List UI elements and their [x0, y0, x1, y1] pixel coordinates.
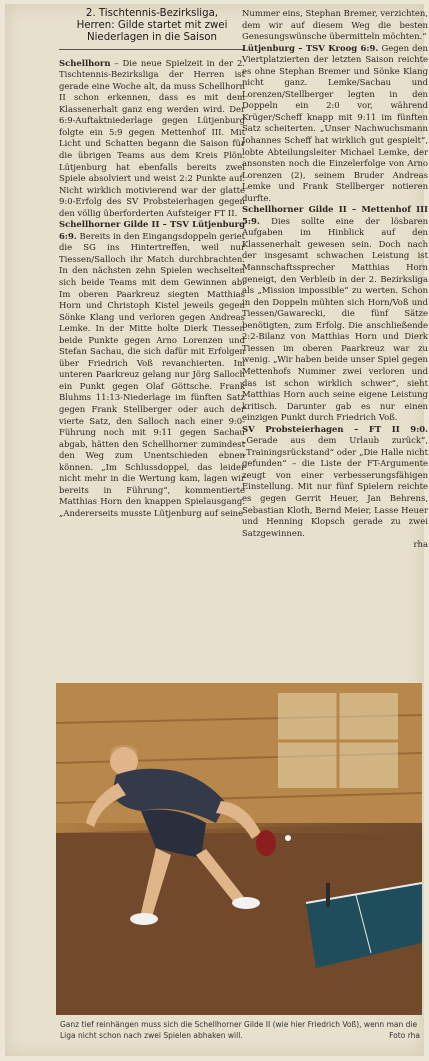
right-column: [242, 8, 428, 551]
headline-line-3: Niederlagen in die Saison: [86, 32, 217, 44]
photo-credit: Foto rha: [389, 1030, 420, 1040]
article-headline: [59, 8, 245, 50]
paragraph: [242, 204, 428, 423]
paragraph-text: Dies sollte eine der lösbaren Aufgaben im Hinblick auf den Klassenerhalt gewesen sein. Doch nach der insgesamt schwachen Leistung ist Mannschaftssprecher Matthias Horn geneigt, den Verbleib in der 2. Bezirksliga als „Mission impossible“ zu werten. Schon in den Doppeln mühten sich Horn/Voß und Tiessen/Gawarecki, die fünf Sätze benötigten, zum Erfolg. Die anschließende 2:2-Bilanz von Matthias Horn und Dierk Tiessen im oberen Paarkreuz war zu wenig. „Wir haben beide unser Spiel gegen Mettenhofs Nummer zwei verloren und das ist schon wirklich schwer“, sieht Matthias Horn auch seine eigene Leistung kritisch. Darunter gab es nur einen einzigen Punkt durch Friedrich Voß.: [242, 215, 428, 423]
paragraph: [59, 58, 245, 220]
paragraph-lead: SV Probsteierhagen – FT II 9:0.: [242, 423, 428, 434]
paragraph-lead: Schellhorner Gilde II – Mettenhof III 5:9.: [242, 204, 428, 226]
table-tennis-photo: [56, 683, 422, 1015]
left-column: [59, 8, 245, 519]
ball: [285, 835, 291, 841]
author-initials-text: rha: [413, 539, 428, 550]
author-initials: [242, 539, 428, 551]
paragraph: [242, 43, 428, 205]
paragraph: [59, 219, 245, 519]
paragraph-lead: Schellhorn: [59, 57, 111, 68]
paragraph-lead: Lütjenburg – TSV Kroog 6:9.: [242, 42, 379, 53]
headline-line-2: Herren: Gilde startet mit zwei: [76, 20, 228, 32]
paragraph-lead: Schellhorner Gilde II – TSV Lütjenburg 6:9.: [59, 219, 245, 241]
photo-caption: [60, 1020, 420, 1041]
paragraph-text: Gegen den Viertplatzierten der letzten Saison reichte es ohne Stephan Bremer und Sönke Klang nicht ganz. Lemke/Sachau und Lorenzen/Stellberger legten in den Doppeln ein 2:0 vor, während Krüger/Scheff knapp mit 9:11 im fünften Satz scheiterten. „Unser Nachwuchsmann Johannes Scheff hat wirklich gut gespielt“, lobte Abteilungsleiter Michael Lemke, der ansonsten noch die Einzelerfolge von Arno Lorenzen (2), seinem Bruder Andreas Lemke und Frank Stellberger notieren durfte.: [242, 42, 428, 203]
paragraph-text: Nummer eins, Stephan Bremer, verzichten, dem wir auf diesem Weg die besten Genesungswünsche übermitteln möchten.“: [242, 8, 428, 42]
paragraph: [242, 8, 428, 43]
paragraph-text: – Die neue Spielzeit in der 2. Tischtennis-Bezirksliga der Herren ist gerade eine Woche alt, da muss Schellhorn II schon erkennen, dass es mit dem Klassenerhalt ganz eng werden wird. Der 6:9-Auftaktniederlage gegen Lütjenburg folgte ein 5:9 gegen Mettenhof III. Mit Licht und Schatten begann die Saison für die übrigen Teams aus dem Kreis Plön. Lütjenburg hat ebenfalls bereits zwei Spiele absolviert und weist 2:2 Punkte auf. Nicht wirklich motivierend war der glatte 9:0-Erfolg des SV Probsteierhagen gegen den völlig überforderten Aufsteiger FT II.: [59, 57, 245, 218]
paragraph-text: Bereits in den Eingangsdoppeln geriet die SG ins Hintertreffen, weil nur Tiessen/Salloch ihr Match durchbrachten. In den nächsten zehn Spielen wechselten sich beide Teams mit dem Gewinnen ab: Im oberen Paarkreuz siegten Matthias Horn und Christoph Kistel jeweils gegen Sönke Klang und verloren gegen Andreas Lemke. In der Mitte holte Dierk Tiessen beide Punkte gegen Arno Lorenzen und Stefan Sachau, die sich dafür mit Erfolgen über Friedrich Voß revanchierten. Im unteren Paarkreuz gelang nur Jörg Salloch ein Punkt gegen Olaf Göttsche. Frank Bluhms 11:13-Niederlage im fünften Satz gegen Frank Stellberger oder auch der vierte Satz, den Salloch nach einer 9:0-Führung noch mit 9:11 gegen Sachau abgab, hätten den Schellhorner zumindest den Weg zum Unentschieden ebnen können. „Im Schlussdoppel, das leider nicht mehr in die Wertung kam, lagen wir bereits in Führung“, kommentierte Matthias Horn den knappen Spielausgang. „Andererseits musste Lütjenburg auf seine: [59, 230, 245, 518]
caption-text: Ganz tief reinhängen muss sich die Schellhorner Gilde II (wie hier Friedrich Voß), wenn man die Liga nicht schon nach zwei Spielen abhaken will.: [60, 1020, 418, 1040]
paragraph-text: „Gerade aus dem Urlaub zurück“, „Trainingsrückstand“ oder „Die Halle nicht gefunden“ – die Liste der FT-Argumente zeugt von einer verbesserungsfähigen Einstellung. Mit nur fünf Spielern reichte es gegen Gerrit Heuer, Jan Behrens, Sebastian Kloth, Bernd Meier, Lasse Heuer und Henning Klopsch gerade zu zwei Satzgewinnen.: [242, 435, 428, 538]
paragraph: [242, 424, 428, 539]
photo-illustration: [56, 683, 422, 1015]
headline-line-1: 2. Tischtennis-Bezirksliga,: [85, 8, 219, 19]
